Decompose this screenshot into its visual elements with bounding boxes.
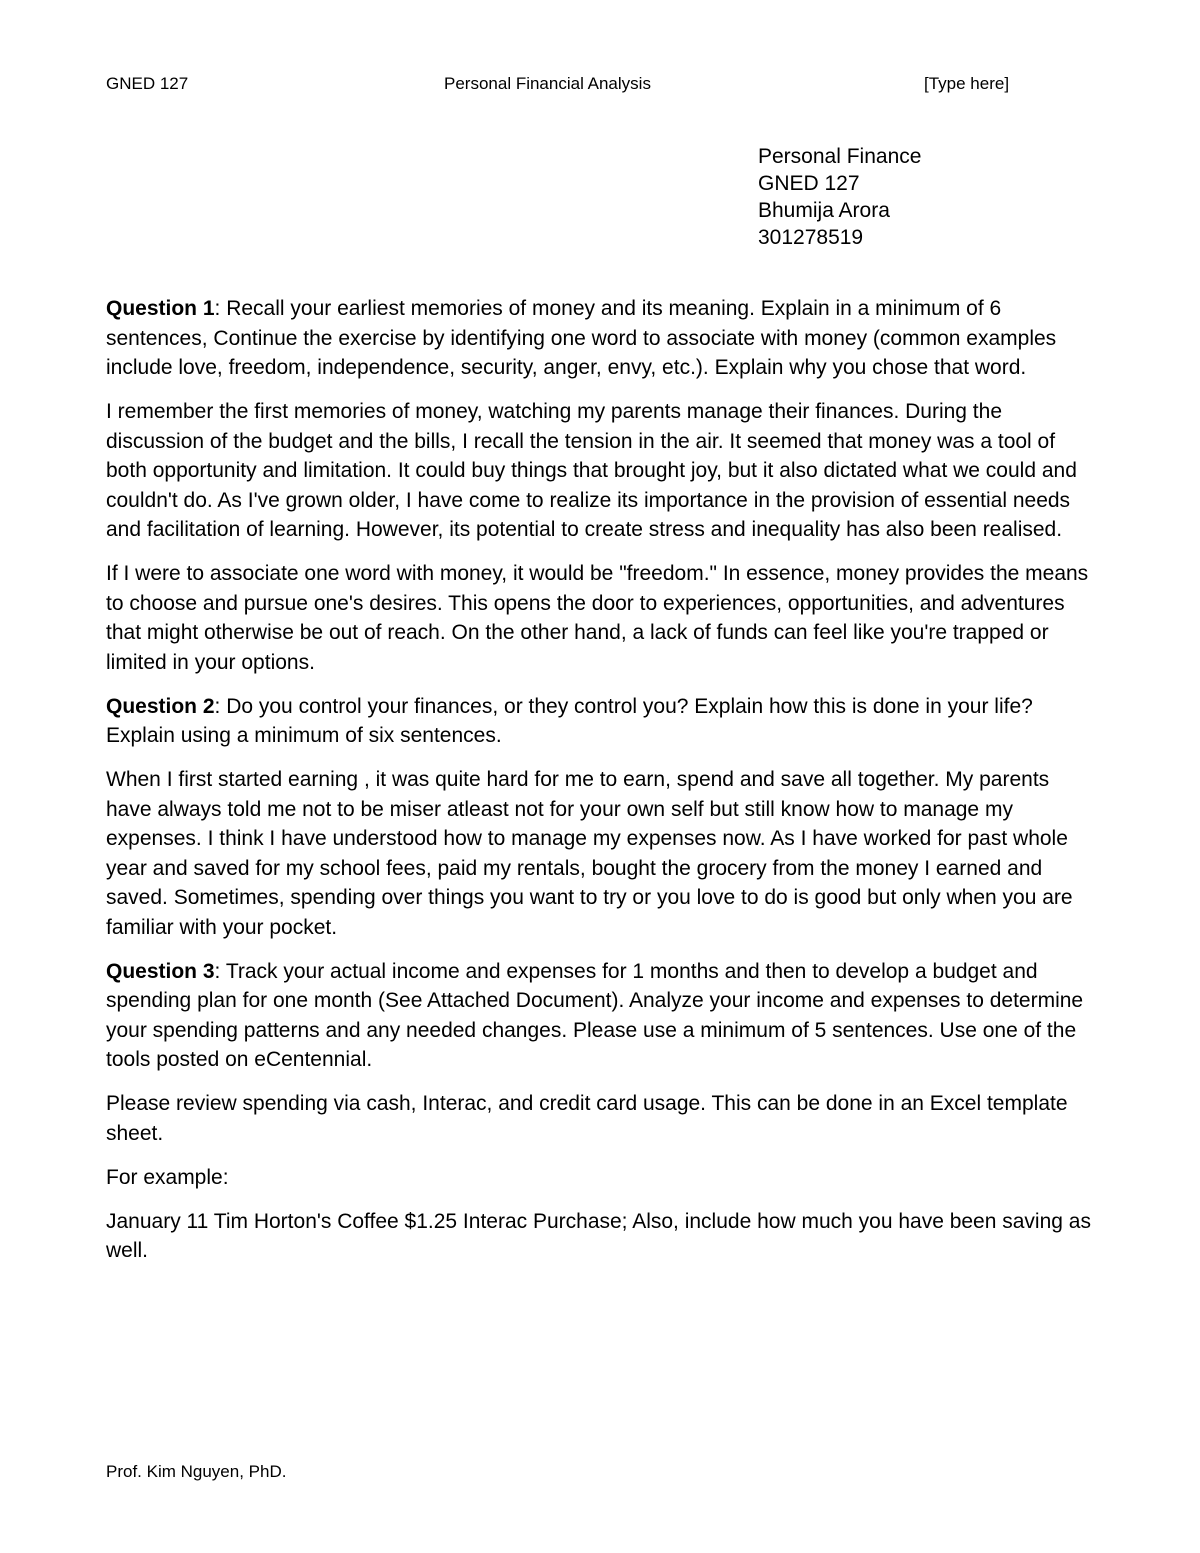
answer-1-paragraph-1: I remember the first memories of money, watching my parents manage their finances. During the discussion of the budget and the bills, I recall the tension in the air. It seemed that money was a tool of both opportunity and limitation. It could buy things that brought joy, but it also dictated what we could and couldn't do. As I've grown older, I have come to realize its importance in the provision of essential needs and facilitation of learning. However, its potential to create stress and inequality has also been realised. — [106, 400, 1077, 541]
header-title: Personal Financial Analysis — [444, 74, 651, 93]
question-1-text: : Recall your earliest memories of money and its meaning. Explain in a minimum of 6 sentences, Continue the exercise by identifying one word to associate with money (common examples include love, freedom, independence, security, anger, envy, etc.). Explain why you chose that word. — [106, 297, 1057, 379]
course-title: Personal Finance — [758, 145, 922, 168]
page-header — [106, 74, 1036, 98]
question-1 — [106, 294, 1098, 383]
page-footer: Prof. Kim Nguyen, PhD. — [106, 1462, 287, 1481]
answer-1-paragraph-2: If I were to associate one word with money, it would be "freedom." In essence, money provides the means to choose and pursue one's desires. This opens the door to experiences, opportunities, and adventures that might otherwise be out of reach. On the other hand, a lack of funds can feel like you're trapped or limited in your options. — [106, 562, 1089, 674]
document-body — [106, 294, 1098, 1280]
student-info-block — [758, 143, 921, 251]
header-course-code: GNED 127 — [106, 74, 189, 93]
header-placeholder: [Type here] — [924, 74, 1010, 93]
student-name: Bhumija Arora — [758, 199, 890, 222]
question-2 — [106, 692, 1098, 751]
question-2-text: : Do you control your finances, or they control you? Explain how this is done in your life? Explain using a minimum of six sentences. — [106, 694, 1033, 747]
question-2-label: Question 2 — [106, 694, 215, 718]
question-3-paragraph-2: For example: — [106, 1165, 229, 1189]
course-code: GNED 127 — [758, 172, 860, 195]
question-3-text: : Track your actual income and expenses for 1 months and then to develop a budget and spending plan for one month (See Attached Document). Analyze your income and expenses to determine your spending patterns and any needed changes. Please use a minimum of 5 sentences. Use one of the tools posted on eCentennial. — [106, 959, 1084, 1071]
question-3-label: Question 3 — [106, 959, 215, 983]
question-3-paragraph-3: January 11 Tim Horton's Coffee $1.25 Interac Purchase; Also, include how much you have been saving as well. — [106, 1209, 1091, 1262]
question-3 — [106, 957, 1098, 1075]
answer-2-paragraph-1: When I first started earning , it was quite hard for me to earn, spend and save all together. My parents have always told me not to be miser atleast not for your own self but still know how to manage my expenses. I think I have understood how to manage my expenses now. As I have worked for past whole year and saved for my school fees, paid my rentals, bought the grocery from the money I earned and saved. Sometimes, spending over things you want to try or you love to do is good but only when you are familiar with your pocket. — [106, 768, 1073, 939]
student-id: 301278519 — [758, 226, 864, 249]
question-1-label: Question 1 — [106, 297, 215, 320]
question-3-paragraph-1: Please review spending via cash, Interac, and credit card usage. This can be done in an Excel template sheet. — [106, 1092, 1068, 1145]
